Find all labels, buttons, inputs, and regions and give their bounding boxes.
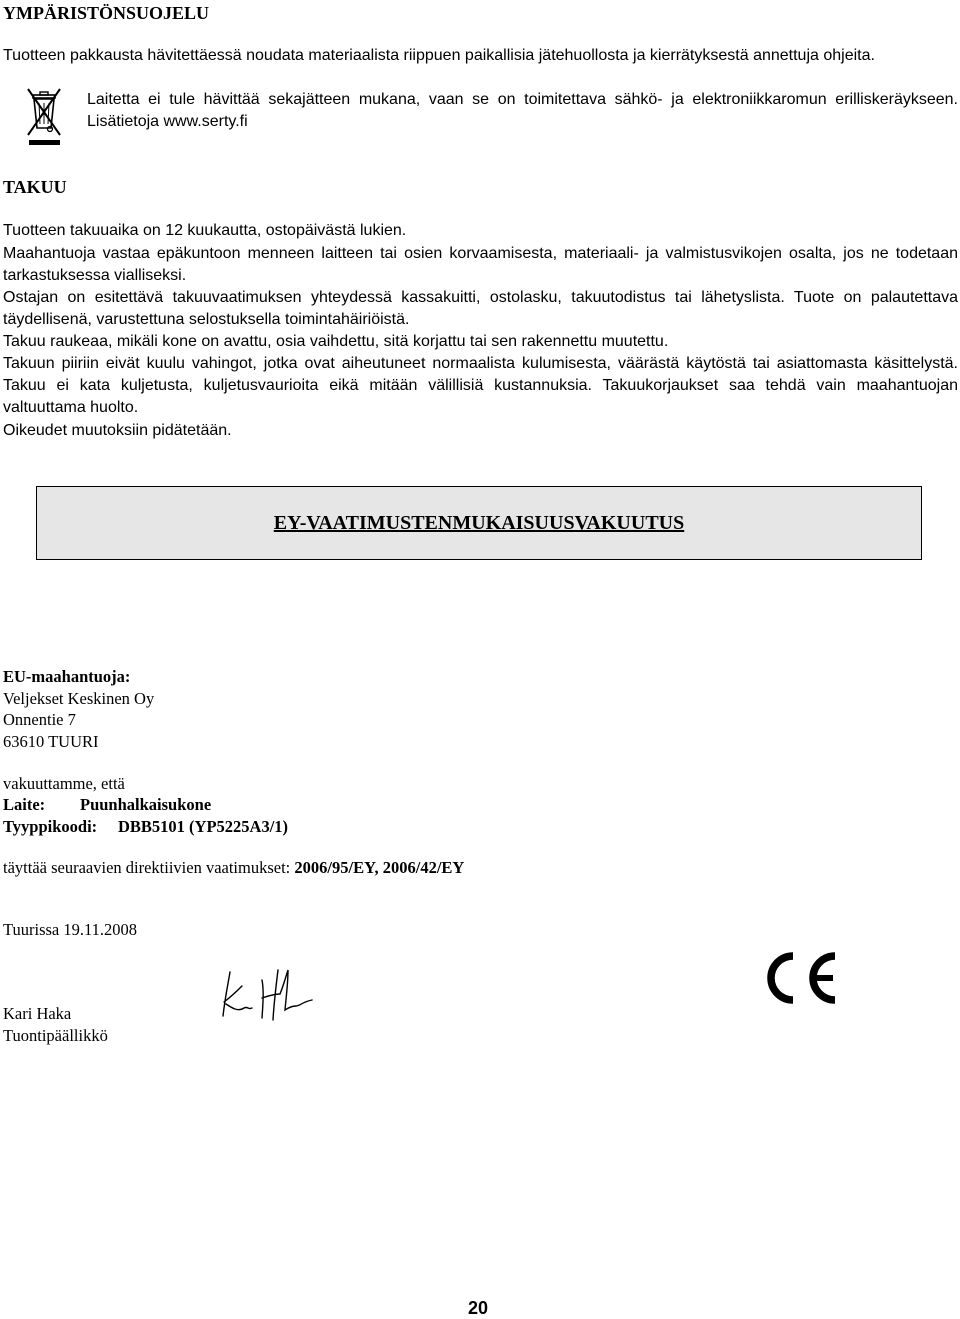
directives-line	[3, 857, 464, 878]
warranty-paragraph-4: Takuu raukeaa, mikäli kone on avattu, osia vaihdettu, sitä korjattu tai sen rakennettu muutettu.	[3, 333, 669, 350]
warranty-paragraph-2: Maahantuoja vastaa epäkuntoon menneen laitteen tai osien korvaamisesta, materiaali- ja valmistusvikojen osalta, jos ne todetaan tarkastuksessa vialliseksi.	[3, 245, 958, 284]
declaration-title: EY-VAATIMUSTENMUKAISUUSVAKUUTUS	[273, 511, 685, 534]
declaration-title-box	[36, 486, 922, 560]
directives-text: täyttää seuraavien direktiivien vaatimukset:	[3, 858, 291, 877]
device-label: Laite:	[3, 795, 46, 814]
warranty-title: TAKUU	[3, 177, 67, 197]
type-label: Tyyppikoodi:	[3, 817, 98, 836]
importer-company: Veljekset Keskinen Oy	[3, 689, 155, 708]
warranty-paragraph-3: Ostajan on esitettävä takuuvaatimuksen yhteydessä kassakuitti, ostolasku, takuutodistus tai lähetyslista. Tuote on palautettava täydellisenä, varustettuna selostuksella toimintahäiriöistä.	[3, 289, 958, 328]
env-paragraph-1: Tuotteen pakkausta hävitettäessä noudata materiaalista riippuen paikallisia jätehuollosta ja kierrätyksestä annettuja ohjeita.	[3, 47, 875, 64]
ce-mark-icon	[757, 948, 841, 1008]
place-date: Tuurissa 19.11.2008	[3, 920, 138, 939]
importer-label: EU-maahantuoja:	[3, 667, 131, 686]
signer-title: Tuontipäällikkö	[3, 1026, 108, 1045]
type-value: DBB5101 (YP5225A3/1)	[118, 817, 289, 836]
warranty-paragraph-6: Oikeudet muutoksiin pidätetään.	[3, 422, 232, 439]
directives-value: 2006/95/EY, 2006/42/EY	[294, 858, 465, 877]
warranty-paragraph-1: Tuotteen takuuaika on 12 kuukautta, ostopäivästä lukien.	[3, 222, 407, 239]
importer-street: Onnentie 7	[3, 710, 76, 729]
signature-image	[218, 962, 318, 1024]
device-value: Puunhalkaisukone	[80, 795, 212, 814]
weee-bin-icon	[22, 86, 68, 148]
declaration-intro: vakuuttamme, että	[3, 774, 125, 793]
env-title: YMPÄRISTÖNSUOJELU	[3, 3, 210, 23]
importer-city: 63610 TUURI	[3, 732, 99, 751]
warranty-paragraph-5: Takuun piiriin eivät kuulu vahingot, jotka ovat aiheutuneet normaalista kulumisesta, väärästä käytöstä tai asiattomasta käsittelystä. Takuu ei kata kuljetusta, kuljetusvaurioita eikä mitään välillisiä kustannuksia. Takuukorjaukset saa tehdä vain maahantuojan valtuuttama huolto.	[3, 355, 958, 416]
signer-name: Kari Haka	[3, 1004, 72, 1023]
page-number: 20	[468, 1298, 489, 1318]
env-paragraph-2: Laitetta ei tule hävittää sekajätteen mukana, vaan se on toimitettava sähkö- ja elektroniikkaromun erilliskeräykseen. Lisätietoja www.serty.fi	[87, 91, 958, 130]
